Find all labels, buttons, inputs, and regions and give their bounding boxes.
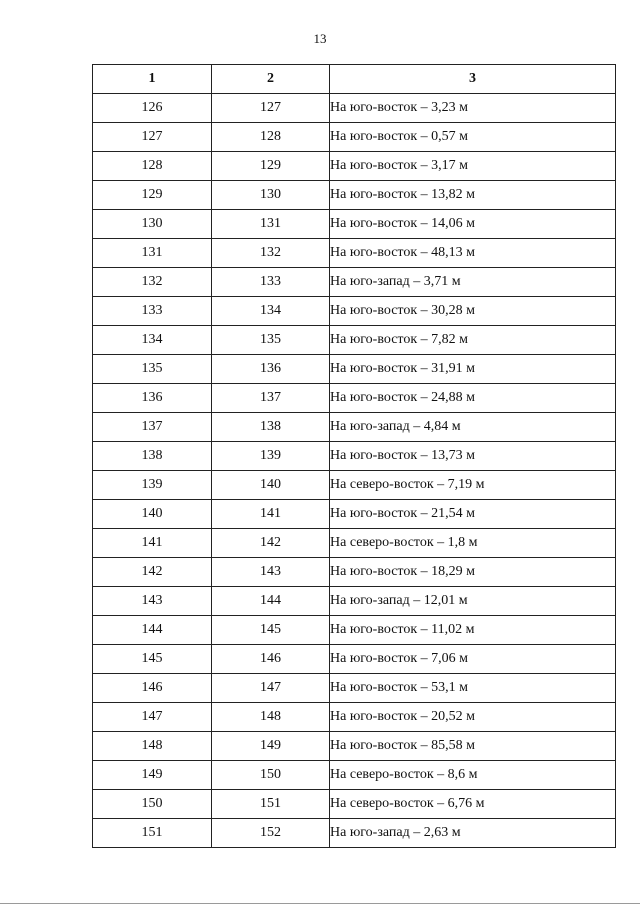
- direction-distance-cell: На северо-восток – 8,6 м: [330, 761, 616, 790]
- to-point-cell: 127: [212, 94, 330, 123]
- from-point-cell: 129: [93, 181, 212, 210]
- from-point-cell: 146: [93, 674, 212, 703]
- direction-distance-cell: На юго-восток – 7,82 м: [330, 326, 616, 355]
- to-point-cell: 140: [212, 471, 330, 500]
- page-bottom-edge: [0, 903, 640, 904]
- to-point-cell: 152: [212, 819, 330, 848]
- direction-distance-cell: На северо-восток – 6,76 м: [330, 790, 616, 819]
- direction-distance-cell: На юго-восток – 85,58 м: [330, 732, 616, 761]
- table-row: [93, 384, 616, 413]
- table-row: [93, 790, 616, 819]
- to-point-cell: 139: [212, 442, 330, 471]
- to-point-cell: 151: [212, 790, 330, 819]
- direction-distance-cell: На юго-восток – 53,1 м: [330, 674, 616, 703]
- direction-distance-cell: На северо-восток – 1,8 м: [330, 529, 616, 558]
- from-point-cell: 127: [93, 123, 212, 152]
- to-point-cell: 129: [212, 152, 330, 181]
- to-point-cell: 134: [212, 297, 330, 326]
- direction-distance-cell: На юго-восток – 7,06 м: [330, 645, 616, 674]
- table-row: [93, 703, 616, 732]
- direction-distance-cell: На юго-запад – 4,84 м: [330, 413, 616, 442]
- from-point-cell: 151: [93, 819, 212, 848]
- direction-distance-cell: На юго-восток – 24,88 м: [330, 384, 616, 413]
- from-point-cell: 139: [93, 471, 212, 500]
- to-point-cell: 132: [212, 239, 330, 268]
- table-row: [93, 616, 616, 645]
- direction-distance-cell: На юго-восток – 21,54 м: [330, 500, 616, 529]
- from-point-cell: 149: [93, 761, 212, 790]
- table-row: [93, 355, 616, 384]
- table-row: [93, 239, 616, 268]
- to-point-cell: 147: [212, 674, 330, 703]
- table-row: [93, 500, 616, 529]
- direction-distance-cell: На юго-восток – 30,28 м: [330, 297, 616, 326]
- direction-distance-cell: На юго-восток – 18,29 м: [330, 558, 616, 587]
- to-point-cell: 148: [212, 703, 330, 732]
- direction-distance-cell: На юго-восток – 48,13 м: [330, 239, 616, 268]
- from-point-cell: 147: [93, 703, 212, 732]
- table-row: [93, 529, 616, 558]
- to-point-cell: 149: [212, 732, 330, 761]
- from-point-cell: 145: [93, 645, 212, 674]
- table-row: [93, 181, 616, 210]
- direction-distance-cell: На юго-восток – 31,91 м: [330, 355, 616, 384]
- to-point-cell: 136: [212, 355, 330, 384]
- to-point-cell: 130: [212, 181, 330, 210]
- table-row: [93, 413, 616, 442]
- direction-distance-cell: На юго-запад – 2,63 м: [330, 819, 616, 848]
- table-row: [93, 123, 616, 152]
- table-row: [93, 94, 616, 123]
- from-point-cell: 135: [93, 355, 212, 384]
- to-point-cell: 128: [212, 123, 330, 152]
- to-point-cell: 146: [212, 645, 330, 674]
- to-point-cell: 145: [212, 616, 330, 645]
- from-point-cell: 141: [93, 529, 212, 558]
- column-header-1: 1: [93, 65, 212, 94]
- page-number: 13: [313, 31, 327, 46]
- table-row: [93, 152, 616, 181]
- direction-distance-cell: На юго-восток – 3,23 м: [330, 94, 616, 123]
- from-point-cell: 142: [93, 558, 212, 587]
- column-header-3: 3: [330, 65, 616, 94]
- direction-distance-cell: На юго-восток – 13,82 м: [330, 181, 616, 210]
- table-row: [93, 587, 616, 616]
- direction-distance-cell: На юго-запад – 3,71 м: [330, 268, 616, 297]
- table-row: [93, 558, 616, 587]
- from-point-cell: 130: [93, 210, 212, 239]
- from-point-cell: 150: [93, 790, 212, 819]
- to-point-cell: 135: [212, 326, 330, 355]
- boundary-table: [92, 64, 616, 848]
- from-point-cell: 138: [93, 442, 212, 471]
- to-point-cell: 137: [212, 384, 330, 413]
- table-row: [93, 819, 616, 848]
- table-row: [93, 732, 616, 761]
- direction-distance-cell: На юго-восток – 20,52 м: [330, 703, 616, 732]
- table-body: [93, 94, 616, 848]
- direction-distance-cell: На юго-восток – 11,02 м: [330, 616, 616, 645]
- to-point-cell: 142: [212, 529, 330, 558]
- from-point-cell: 143: [93, 587, 212, 616]
- from-point-cell: 136: [93, 384, 212, 413]
- from-point-cell: 137: [93, 413, 212, 442]
- direction-distance-cell: На юго-запад – 12,01 м: [330, 587, 616, 616]
- column-header-2: 2: [212, 65, 330, 94]
- table-row: [93, 442, 616, 471]
- direction-distance-cell: На юго-восток – 13,73 м: [330, 442, 616, 471]
- direction-distance-cell: На юго-восток – 3,17 м: [330, 152, 616, 181]
- direction-distance-cell: На юго-восток – 14,06 м: [330, 210, 616, 239]
- to-point-cell: 131: [212, 210, 330, 239]
- table-row: [93, 674, 616, 703]
- from-point-cell: 128: [93, 152, 212, 181]
- direction-distance-cell: На северо-восток – 7,19 м: [330, 471, 616, 500]
- to-point-cell: 141: [212, 500, 330, 529]
- table-row: [93, 645, 616, 674]
- to-point-cell: 133: [212, 268, 330, 297]
- table-row: [93, 471, 616, 500]
- table-row: [93, 761, 616, 790]
- from-point-cell: 132: [93, 268, 212, 297]
- to-point-cell: 144: [212, 587, 330, 616]
- table-row: [93, 326, 616, 355]
- to-point-cell: 143: [212, 558, 330, 587]
- table-row: [93, 210, 616, 239]
- table-header-row: [93, 65, 616, 94]
- from-point-cell: 126: [93, 94, 212, 123]
- table-row: [93, 268, 616, 297]
- from-point-cell: 144: [93, 616, 212, 645]
- from-point-cell: 133: [93, 297, 212, 326]
- to-point-cell: 138: [212, 413, 330, 442]
- direction-distance-cell: На юго-восток – 0,57 м: [330, 123, 616, 152]
- from-point-cell: 148: [93, 732, 212, 761]
- from-point-cell: 140: [93, 500, 212, 529]
- from-point-cell: 131: [93, 239, 212, 268]
- from-point-cell: 134: [93, 326, 212, 355]
- to-point-cell: 150: [212, 761, 330, 790]
- table-row: [93, 297, 616, 326]
